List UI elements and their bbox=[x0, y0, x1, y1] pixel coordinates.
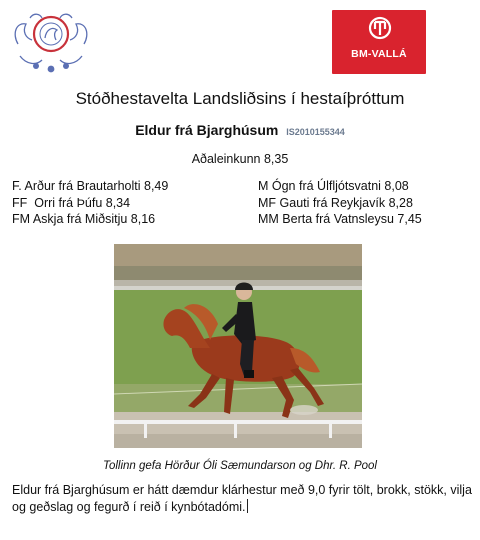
pedigree-item: F. Arður frá Brautarholti 8,49 bbox=[12, 179, 169, 193]
pedigree-item: FF Orri frá Þúfu 8,34 bbox=[12, 195, 131, 210]
pedigree-item: MF Gauti frá Reykjavík 8,28 bbox=[258, 195, 413, 210]
horse-id: IS2010155344 bbox=[286, 127, 345, 137]
photo-caption: Tollinn gefa Hörður Óli Sæmundarson og Dhr. R. Pool bbox=[102, 460, 377, 472]
horse-name: Eldur frá Bjarghúsum bbox=[135, 122, 279, 138]
pedigree-item: MM Berta frá Vatnsleysu 7,45 bbox=[258, 212, 422, 226]
bm-valla-logo bbox=[332, 10, 426, 74]
bm-valla-mark-icon bbox=[368, 16, 392, 40]
main-score: Aðaleinkunn 8,35 bbox=[191, 152, 289, 166]
text-cursor bbox=[247, 499, 248, 513]
pedigree-sire-side bbox=[12, 178, 168, 228]
horse-heading bbox=[0, 122, 480, 138]
pedigree-dam-side bbox=[258, 178, 422, 228]
description-paragraph[interactable] bbox=[12, 482, 474, 516]
description-text: Eldur frá Bjarghúsum er hátt dæmdur klárhestur með 9,0 fyrir tölt, brokk, stökk, vilja og geðslag og fegurð í reið í kynbótadómi. bbox=[12, 483, 472, 514]
emblem-logo-icon bbox=[10, 4, 92, 76]
pedigree-item: M Ógn frá Úlfljótsvatni 8,08 bbox=[258, 179, 409, 193]
pedigree-item: FM Askja frá Miðsitju 8,16 bbox=[12, 212, 156, 226]
emblem-logo bbox=[10, 4, 92, 76]
horse-photo bbox=[114, 244, 362, 448]
page-title: Stóðhestavelta Landsliðsins í hestaíþróttum bbox=[75, 89, 405, 108]
horse-rider-photo bbox=[114, 244, 362, 448]
brand-name: BM-VALLÁ bbox=[351, 48, 407, 60]
